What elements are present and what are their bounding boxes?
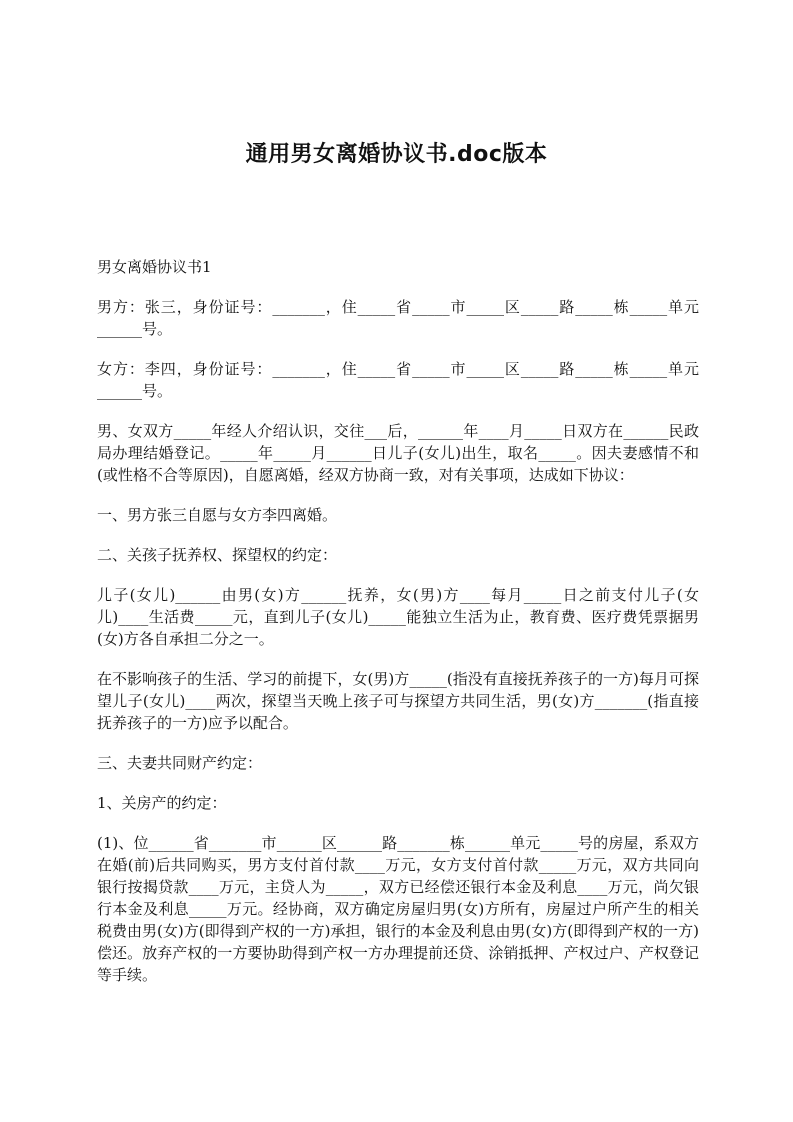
clause-custody-heading: 二、关孩子抚养权、探望权的约定： (97, 546, 338, 564)
document-body (97, 256, 699, 1004)
paragraph-background: 男、女双方_____年经人介绍认识，交往___后，______年____月_____日双方在______民政局办理结婚登记。_____年_____月______日儿子(女儿)出生，取名_____。因夫妻感情不和(或性格不合等原因)，自愿离婚，经双方协商一致，对有关事项，达成如下协议： (97, 422, 699, 484)
paragraph-female-party: 女方：李四，身份证号：_______，住_____省_____市_____区_____路_____栋_____单元______号。 (97, 360, 699, 400)
document-title: 通用男女离婚协议书.doc版本 (245, 142, 548, 167)
clause-property-heading: 三、夫妻共同财产约定： (97, 754, 263, 772)
paragraph-house: (1)、位______省_______市______区______路_______栋______单元_____号的房屋，系双方在婚(前)后共同购买，男方支付首付款____万元，女方支付首付款_____万元，双方共同向银行按揭贷款____万元，主贷人为_____，双方已经偿还银行本金及利息____万元，尚欠银行本金及利息_____万元。经协商，双方确定房屋归男(女)方所有，房屋过户所产生的相关税费由男(女)方(即得到产权的一方)承担，银行的本金及利息由男(女)方(即得到产权的一方)偿还。放弃产权的一方要协助得到产权一方办理提前还贷、涂销抵押、产权过户、产权登记等手续。 (97, 834, 699, 984)
paragraph-male-party: 男方：张三，身份证号：_______，住_____省_____市_____区_____路_____栋_____单元______号。 (97, 298, 699, 338)
section-heading: 男女离婚协议书1 (97, 258, 212, 276)
clause-house-heading: 1、关房产的约定： (97, 794, 227, 812)
clause-divorce: 一、男方张三自愿与女方李四离婚。 (97, 506, 338, 524)
paragraph-visitation: 在不影响孩子的生活、学习的前提下，女(男)方_____(指没有直接抚养孩子的一方)每月可探望儿子(女儿)____两次，探望当天晚上孩子可与探望方共同生活，男(女)方_______(指直接抚养孩子的一方)应予以配合。 (97, 670, 699, 732)
paragraph-custody: 儿子(女儿)______由男(女)方______抚养，女(男)方____每月_____日之前支付儿子(女儿)____生活费_____元，直到儿子(女儿)_____能独立生活为止，教育费、医疗费凭票据男(女)方各自承担二分之一。 (97, 586, 699, 648)
